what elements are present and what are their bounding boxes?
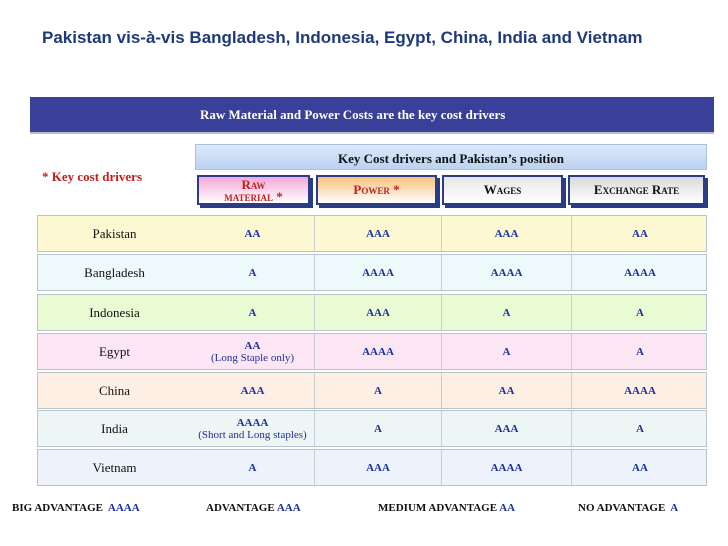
wages-cell: AA <box>441 373 571 408</box>
legend-value: AAA <box>276 502 301 514</box>
raw-cell <box>191 216 314 251</box>
raw-cell <box>191 450 314 485</box>
column-header-wages: Wages <box>442 175 563 205</box>
country-cell: Vietnam <box>92 459 137 475</box>
exchange-rate-cell: AAAA <box>571 373 708 408</box>
raw-note: (Short and Long staples) <box>198 428 307 441</box>
legend-label: MEDIUM ADVANTAGE <box>378 502 498 514</box>
legend-medium-advantage <box>378 502 515 514</box>
power-cell: A <box>314 373 441 408</box>
power-cell: AAA <box>314 216 441 251</box>
wages-cell: A <box>441 334 571 369</box>
wages-cell: AAA <box>441 411 571 446</box>
country-cell: Indonesia <box>89 304 140 320</box>
exchange-rate-cell: AAAA <box>571 255 708 290</box>
table-row <box>37 372 707 409</box>
key-cost-header <box>195 144 707 170</box>
legend-no-advantage <box>578 502 678 514</box>
wages-cell: AAA <box>441 216 571 251</box>
power-cell: A <box>314 411 441 446</box>
exchange-rate-cell: A <box>571 295 708 330</box>
raw-header-line2: material * <box>224 189 283 204</box>
exchange-rate-cell: A <box>571 334 708 369</box>
key-drivers-note: * Key cost drivers <box>42 169 143 184</box>
raw-cell <box>191 255 314 290</box>
raw-value: AA <box>244 227 261 240</box>
power-cell: AAA <box>314 295 441 330</box>
power-cell: AAAA <box>314 334 441 369</box>
page-title: Pakistan vis-à-vis Bangladesh, Indonesia, Egypt, China, India and Vietnam <box>42 28 643 47</box>
column-header-exchange-rate: Exchange Rate <box>568 175 705 205</box>
raw-cell <box>191 334 314 369</box>
raw-header-line1: Raw <box>241 177 266 192</box>
country-cell: Egypt <box>98 343 131 359</box>
legend-value: A <box>670 502 679 514</box>
column-header-power: Power * <box>316 175 437 205</box>
legend-big-advantage <box>12 502 140 514</box>
country-cell: Bangladesh <box>84 264 145 280</box>
column-header-raw-material <box>197 175 310 205</box>
raw-value: A <box>248 461 257 474</box>
banner <box>30 97 714 134</box>
table-row <box>37 294 707 331</box>
wages-cell: AAAA <box>441 450 571 485</box>
legend-label: NO ADVANTAGE <box>578 502 666 514</box>
raw-value: AAA <box>240 384 265 397</box>
country-cell: Pakistan <box>92 225 137 241</box>
exchange-rate-cell: AA <box>571 450 708 485</box>
wages-cell: AAAA <box>441 255 571 290</box>
table-row <box>37 449 707 486</box>
key-cost-header-text: Key Cost drivers and Pakistan’s position <box>338 151 564 166</box>
legend-label: ADVANTAGE <box>206 502 275 514</box>
exchange-rate-cell: AA <box>571 216 708 251</box>
raw-note: (Long Staple only) <box>210 351 295 364</box>
raw-value: AA <box>244 339 261 352</box>
legend-value: AA <box>499 502 516 514</box>
legend-advantage <box>206 502 301 514</box>
legend-value: AAAA <box>107 502 140 514</box>
table-row <box>37 333 707 370</box>
raw-value: AAAA <box>236 416 269 429</box>
exchange-rate-cell: A <box>571 411 708 446</box>
raw-cell <box>191 411 314 446</box>
raw-value: A <box>248 306 257 319</box>
wages-cell: A <box>441 295 571 330</box>
table-row <box>37 410 707 447</box>
power-cell: AAAA <box>314 255 441 290</box>
banner-text: Raw Material and Power Costs are the key cost drivers <box>200 107 506 122</box>
table-row <box>37 215 707 252</box>
raw-cell <box>191 295 314 330</box>
legend-label: BIG ADVANTAGE <box>12 502 103 514</box>
country-cell: China <box>98 382 131 398</box>
table-row <box>37 254 707 291</box>
raw-cell <box>191 373 314 408</box>
power-cell: AAA <box>314 450 441 485</box>
country-cell: India <box>101 420 128 436</box>
raw-value: A <box>248 266 257 279</box>
